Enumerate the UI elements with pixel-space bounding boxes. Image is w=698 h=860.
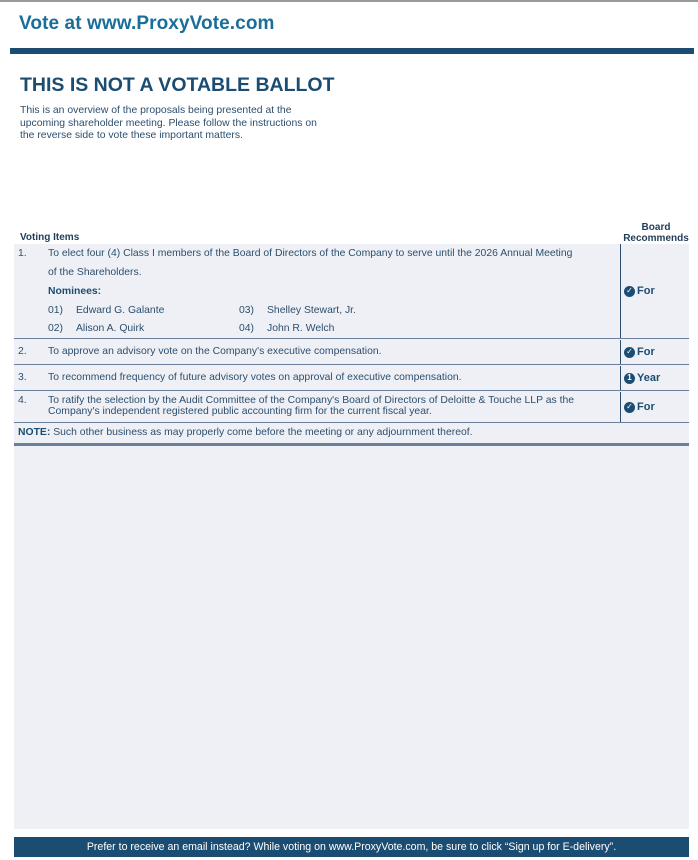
item-number: 2. (18, 346, 27, 357)
e-delivery-footer-bar: Prefer to receive an email instead? While voting on www.ProxyVote.com, be sure to click “Sign up for E-delivery”. (14, 837, 689, 857)
nominee-number: 01) (48, 305, 64, 316)
note-label: NOTE: (18, 427, 51, 438)
board-recommends-line1: Board (641, 222, 671, 233)
item-text (48, 244, 572, 282)
voting-item-4 (14, 392, 689, 423)
board-recommendation (620, 340, 689, 364)
voting-item-1 (14, 244, 689, 339)
header-divider-bar (10, 48, 694, 54)
recommendation-value: For (637, 401, 655, 413)
nominee-name: Edward G. Galante (76, 305, 165, 316)
nominee-name: Shelley Stewart, Jr. (267, 305, 356, 316)
intro-line: the reverse side to vote these important matters. (20, 130, 243, 142)
item-number: 1. (18, 248, 27, 259)
board-recommendation (620, 392, 689, 422)
nominee-04 (239, 323, 334, 334)
nominee-number: 04) (239, 323, 255, 334)
item-number: 4. (18, 395, 27, 406)
nominee-01 (48, 305, 164, 316)
ballot-title: THIS IS NOT A VOTABLE BALLOT (20, 74, 335, 96)
check-circle-icon: ✓ (624, 347, 635, 358)
check-circle-icon: ✓ (624, 286, 635, 297)
voting-items-header: Voting Items (20, 232, 80, 243)
recommendation-value: For (637, 285, 655, 297)
top-rule (0, 0, 698, 2)
nominee-name: Alison A. Quirk (76, 323, 145, 334)
check-circle-icon: ✓ (624, 402, 635, 413)
item-text (48, 395, 574, 417)
nominee-number: 02) (48, 323, 64, 334)
voting-item-3 (14, 366, 689, 391)
nominee-03 (239, 305, 356, 316)
item-text-line: To ratify the selection by the Audit Committee of the Company's Board of Directors of Deloitte & Touche LLP as the (48, 395, 575, 406)
note-text (18, 427, 473, 438)
item-text-line: To elect four (4) Class I members of the Board of Directors of the Company to serve until the 2026 Annual Meeting (48, 248, 573, 259)
item-text: To recommend frequency of future advisory votes on approval of executive compensation. (48, 372, 462, 383)
vote-at-proxyvote-link[interactable]: Vote at www.ProxyVote.com (19, 13, 275, 34)
item-text: To approve an advisory vote on the Company's executive compensation. (48, 346, 382, 357)
intro-line: This is an overview of the proposals being presented at the (20, 105, 292, 116)
board-recommendation (620, 366, 689, 390)
nominee-name: John R. Welch (267, 323, 335, 334)
voting-item-2 (14, 340, 689, 365)
one-circle-icon: 1 (624, 373, 635, 384)
note-row (14, 424, 689, 446)
note-body: Such other business as may properly come before the meeting or any adjournment thereof. (50, 427, 473, 438)
nominee-number: 03) (239, 305, 255, 316)
recommendation-value: Year (637, 372, 661, 384)
item-text-line: of the Shareholders. (48, 267, 142, 278)
nominee-02 (48, 323, 144, 334)
intro-line: upcoming shareholder meeting. Please follow the instructions on (20, 117, 317, 129)
nominees-label: Nominees: (48, 286, 102, 297)
board-recommendation (620, 244, 689, 338)
item-number: 3. (18, 372, 27, 383)
recommendation-value: For (637, 346, 655, 358)
board-recommends-line2: Recommends (623, 233, 689, 244)
board-recommends-header (620, 222, 692, 244)
intro-paragraph (20, 105, 350, 143)
item-text-line: Company's independent registered public accounting firm for the current fiscal year. (48, 406, 432, 417)
